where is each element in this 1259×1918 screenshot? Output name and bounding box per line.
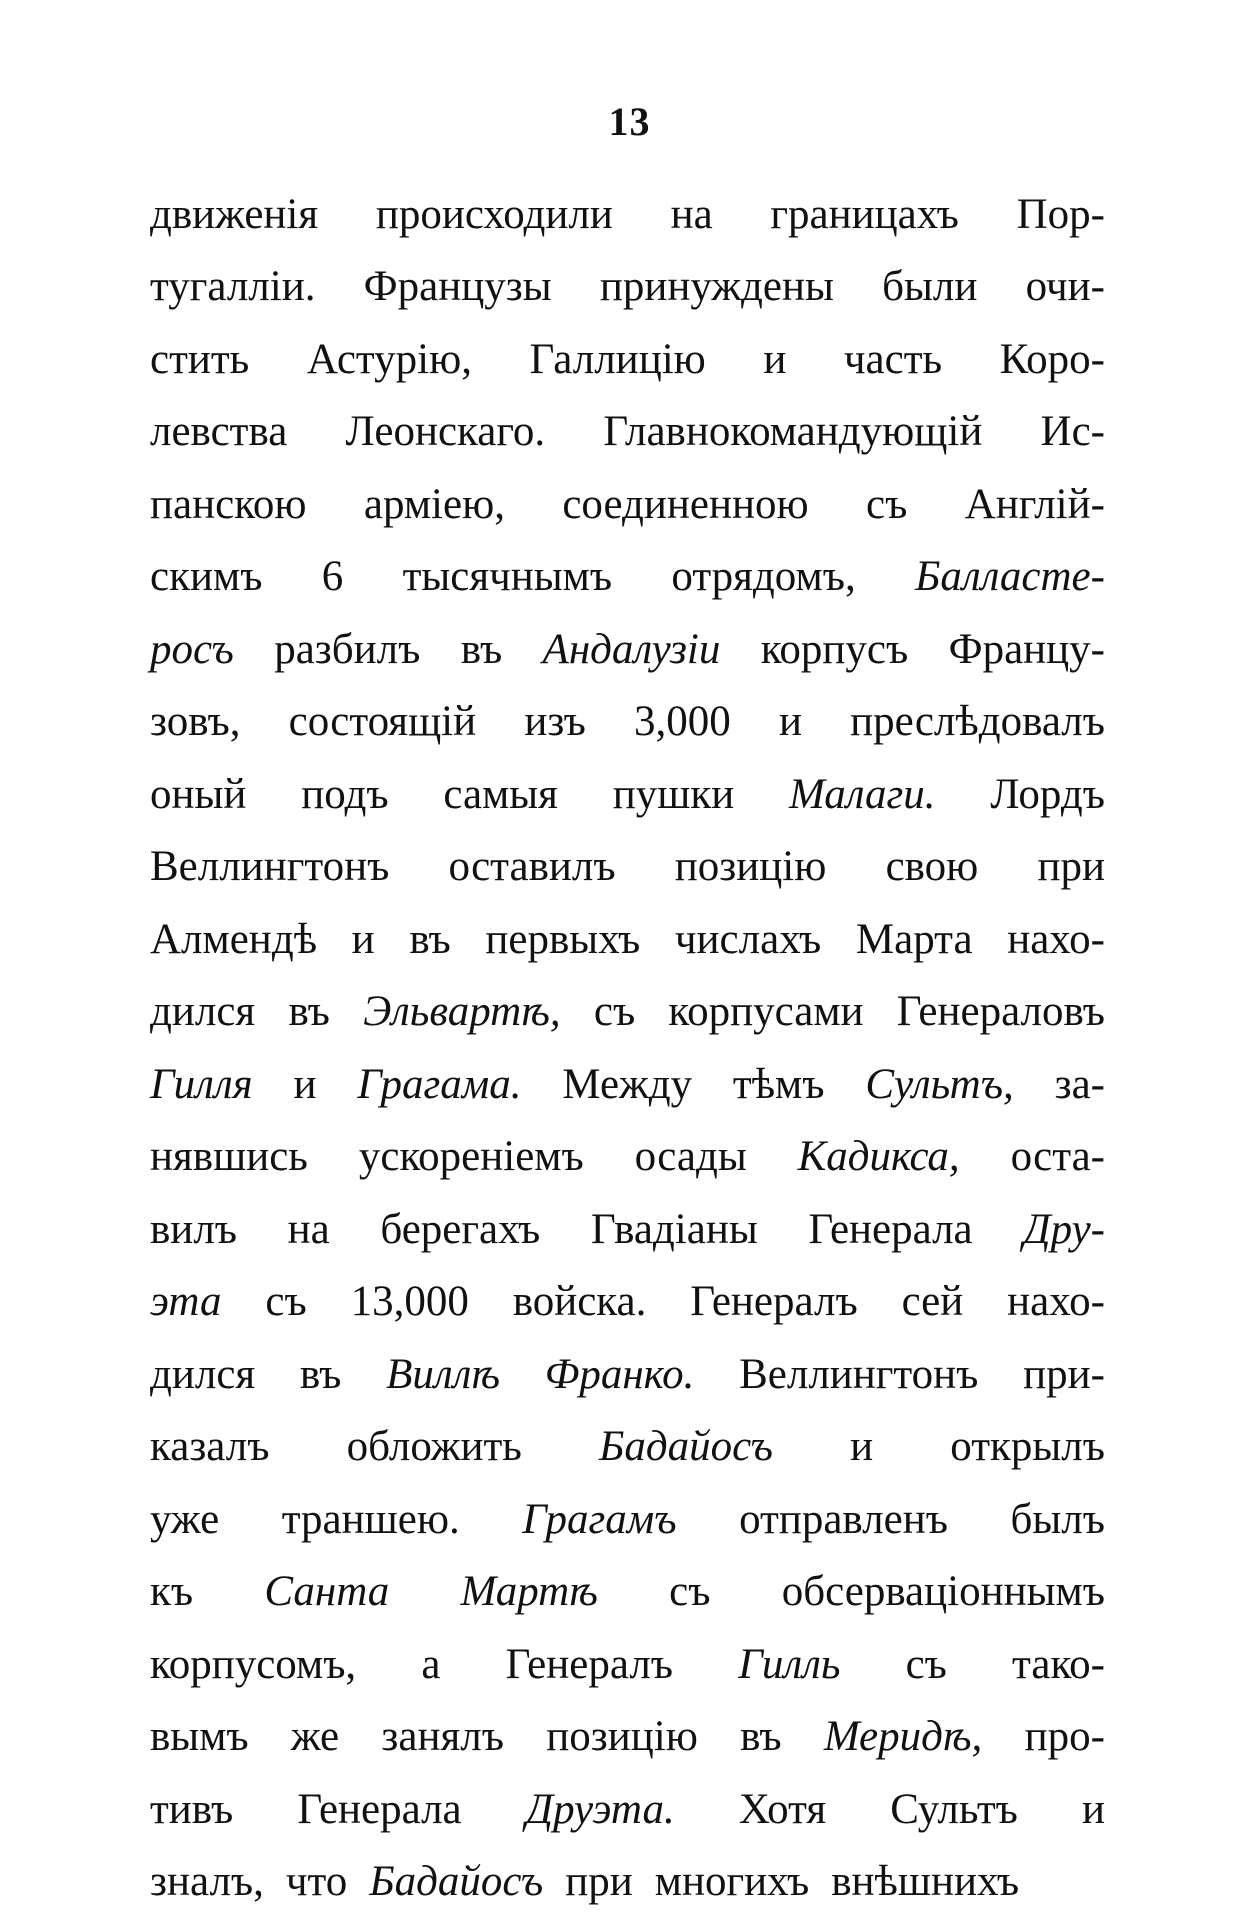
word: съ xyxy=(265,1277,306,1326)
word: левства xyxy=(150,407,287,456)
word: открылъ xyxy=(950,1422,1105,1471)
word: очи- xyxy=(1026,262,1105,311)
text-line xyxy=(150,1846,1105,1918)
text-line xyxy=(150,178,1105,251)
text-line xyxy=(150,1701,1105,1774)
word: Грагама. xyxy=(357,1060,521,1109)
word: корпусомъ, xyxy=(150,1640,356,1689)
text-line xyxy=(150,1483,1105,1556)
word: корпусами xyxy=(668,987,863,1036)
word: траншею. xyxy=(282,1495,460,1544)
word: Марта xyxy=(856,915,973,964)
word: Генералъ xyxy=(506,1640,673,1689)
word: отправленъ xyxy=(739,1495,948,1544)
word: Малаги. xyxy=(789,770,936,819)
text-line xyxy=(150,976,1105,1049)
word: движенія xyxy=(150,190,318,239)
word: Гилля xyxy=(150,1060,253,1109)
word: эта xyxy=(150,1277,221,1326)
word: стить xyxy=(150,335,249,384)
word: Бадайосъ xyxy=(599,1422,773,1471)
word: тѣмъ xyxy=(733,1060,825,1109)
word: отрядомъ, xyxy=(671,552,855,601)
word: при xyxy=(565,1857,633,1906)
text-line xyxy=(150,831,1105,904)
word: корпусъ xyxy=(761,625,909,674)
word: при xyxy=(1037,842,1105,891)
word: пушки xyxy=(613,770,735,819)
word: скимъ xyxy=(150,552,262,601)
word: про- xyxy=(1025,1712,1105,1761)
word: Андалузіи xyxy=(543,625,721,674)
word: Бадайосъ xyxy=(369,1857,543,1906)
word: и xyxy=(850,1422,873,1471)
word: Пор- xyxy=(1017,190,1105,239)
word: Генерала xyxy=(297,1785,461,1834)
word: обсерваціоннымъ xyxy=(782,1567,1105,1616)
word: Францу- xyxy=(949,625,1105,674)
text-line xyxy=(150,1411,1105,1484)
word: росъ xyxy=(150,625,234,674)
word: тысячнымъ xyxy=(403,552,613,601)
word: въ xyxy=(300,1350,341,1399)
word: занялъ xyxy=(381,1712,504,1761)
word: казалъ xyxy=(150,1422,269,1471)
word: состоящій xyxy=(289,697,477,746)
text-line xyxy=(150,541,1105,614)
text-line xyxy=(150,251,1105,324)
word: Виллѣ xyxy=(386,1350,500,1399)
word: Ис- xyxy=(1041,407,1105,456)
word: часть xyxy=(844,335,942,384)
word: уже xyxy=(150,1495,219,1544)
word: Генералъ xyxy=(690,1277,857,1326)
word: зовъ, xyxy=(150,697,240,746)
word: принуждены xyxy=(600,262,834,311)
word: Мартѣ xyxy=(461,1567,598,1616)
text-line xyxy=(150,613,1105,686)
word: вилъ xyxy=(150,1205,237,1254)
word: разбилъ xyxy=(274,625,420,674)
word: были xyxy=(882,262,977,311)
word: зналъ, xyxy=(150,1857,264,1906)
word: 3,000 xyxy=(634,697,731,746)
word: Сультъ, xyxy=(865,1060,1013,1109)
text-line xyxy=(150,1628,1105,1701)
word: Лордъ xyxy=(990,770,1105,819)
word: и xyxy=(352,915,375,964)
word: Между xyxy=(562,1060,692,1109)
word: же xyxy=(291,1712,339,1761)
word: нахо- xyxy=(1007,915,1105,964)
word: преслѣдовалъ xyxy=(850,697,1105,746)
word: 6 xyxy=(322,552,344,601)
word: 13,000 xyxy=(351,1277,469,1326)
text-line xyxy=(150,903,1105,976)
word: Сультъ xyxy=(890,1785,1018,1834)
word: Кадикса, xyxy=(798,1132,960,1181)
word: ускореніемъ xyxy=(359,1132,584,1181)
text-line xyxy=(150,1773,1105,1846)
word: и xyxy=(779,697,802,746)
word: Франко. xyxy=(545,1350,695,1399)
word: осады xyxy=(635,1132,747,1181)
word: происходили xyxy=(376,190,613,239)
word: въ xyxy=(461,625,502,674)
word: берегахъ xyxy=(380,1205,540,1254)
word: соединенною xyxy=(562,480,808,529)
text-line xyxy=(150,396,1105,469)
word: Эльвартѣ, xyxy=(363,987,560,1036)
word: дился xyxy=(150,987,255,1036)
text-line xyxy=(150,323,1105,396)
word: Гилль xyxy=(738,1640,840,1689)
word: Леонскаго. xyxy=(345,407,545,456)
word: свою xyxy=(886,842,979,891)
word: на xyxy=(288,1205,330,1254)
word: къ xyxy=(150,1567,193,1616)
word: панскою xyxy=(150,480,307,529)
word: Веллингтонъ xyxy=(739,1350,978,1399)
text-line xyxy=(150,1121,1105,1194)
word: въ xyxy=(288,987,329,1036)
word: вымъ xyxy=(150,1712,249,1761)
word: дился xyxy=(150,1350,255,1399)
text-line xyxy=(150,1556,1105,1629)
text-line xyxy=(150,468,1105,541)
word: границахъ xyxy=(770,190,958,239)
word: Санта xyxy=(264,1567,389,1616)
word: нявшись xyxy=(150,1132,308,1181)
word: Дру- xyxy=(1023,1205,1105,1254)
word: съ xyxy=(669,1567,710,1616)
word: оста- xyxy=(1011,1132,1105,1181)
word: внѣшнихъ xyxy=(831,1857,1019,1906)
word: Коро- xyxy=(1000,335,1105,384)
word: нахо- xyxy=(1007,1277,1105,1326)
word: Меридѣ, xyxy=(824,1712,982,1761)
text-line xyxy=(150,1338,1105,1411)
word: тако- xyxy=(1012,1640,1105,1689)
text-line xyxy=(150,1266,1105,1339)
word: числахъ xyxy=(675,915,821,964)
word: Веллингтонъ xyxy=(150,842,389,891)
word: съ xyxy=(866,480,907,529)
word: тивъ xyxy=(150,1785,233,1834)
word: съ xyxy=(906,1640,947,1689)
text-line xyxy=(150,1193,1105,1266)
word: арміею, xyxy=(364,480,505,529)
word: Хотя xyxy=(739,1785,826,1834)
word: и xyxy=(763,335,786,384)
page-number: 13 xyxy=(0,98,1259,145)
word: и xyxy=(293,1060,316,1109)
word: Астурію, xyxy=(307,335,472,384)
word: Главнокомандующій xyxy=(603,407,982,456)
word: позицію xyxy=(546,1712,698,1761)
word: съ xyxy=(594,987,635,1036)
word: подъ xyxy=(301,770,388,819)
word: въ xyxy=(409,915,450,964)
word: Англій- xyxy=(965,480,1105,529)
word: Гвадіаны xyxy=(591,1205,758,1254)
word: Французы xyxy=(364,262,552,311)
word: за- xyxy=(1055,1060,1105,1109)
word: многихъ xyxy=(655,1857,809,1906)
word: изъ xyxy=(524,697,586,746)
word: на xyxy=(671,190,713,239)
body-text xyxy=(150,178,1105,1918)
word: тугалліи. xyxy=(150,262,315,311)
word: Друэта. xyxy=(526,1785,675,1834)
text-line xyxy=(150,758,1105,831)
word: Генерала xyxy=(808,1205,972,1254)
word: сей xyxy=(902,1277,964,1326)
word: Алмендѣ xyxy=(150,915,317,964)
word: обложить xyxy=(347,1422,522,1471)
word: войска. xyxy=(513,1277,647,1326)
word: былъ xyxy=(1011,1495,1105,1544)
word: въ xyxy=(740,1712,781,1761)
word: при- xyxy=(1023,1350,1105,1399)
word: позицію xyxy=(675,842,827,891)
text-line xyxy=(150,686,1105,759)
text-line xyxy=(150,1048,1105,1121)
word: Балласте- xyxy=(915,552,1105,601)
word: оный xyxy=(150,770,246,819)
word: Генераловъ xyxy=(897,987,1105,1036)
word: первыхъ xyxy=(485,915,640,964)
word: и xyxy=(1082,1785,1105,1834)
word: самыя xyxy=(443,770,558,819)
word: Грагамъ xyxy=(522,1495,676,1544)
word: Галлицію xyxy=(530,335,706,384)
word: оставилъ xyxy=(449,842,616,891)
word: что xyxy=(286,1857,347,1906)
word: а xyxy=(421,1640,440,1689)
